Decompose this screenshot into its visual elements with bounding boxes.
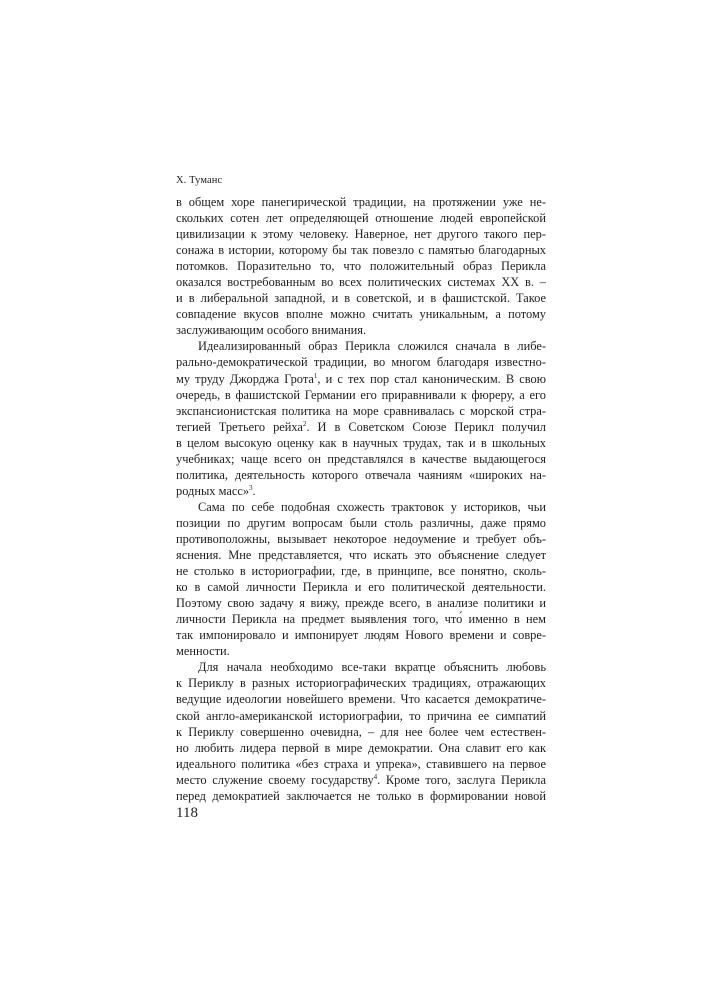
text-line xyxy=(176,724,546,740)
line-text: сонажа в истории, которому бы так повезло с памятью благодарных xyxy=(176,243,546,258)
text-line xyxy=(176,419,546,435)
text-line xyxy=(176,354,546,370)
line-text: родных масс» xyxy=(176,483,250,498)
text-line xyxy=(176,547,546,563)
text-line xyxy=(176,579,546,595)
line-text: ской англо-американской историографии, то причина ее симпатий xyxy=(176,708,546,723)
line-text: и в либеральной западной, и в советской, и в фашистской. Такое xyxy=(176,291,546,306)
line-text: место служение своему государству xyxy=(176,772,374,787)
line-text: политика, деятельность которого отвечала чаяниям «широких на- xyxy=(176,467,546,482)
line-text: учебниках; чаще всего он представлялся в качестве выдающегося xyxy=(176,451,546,466)
text-line xyxy=(176,338,546,354)
line-text: идеального политика «без страха и упрека», ставившего на первое xyxy=(176,756,546,771)
text-line xyxy=(176,274,546,290)
line-text: так импонировало и импонирует людям Нового времени и совре- xyxy=(176,628,546,643)
line-text: к Периклу совершенно очевидна, – для нее более чем естествен- xyxy=(176,724,546,739)
line-text: цивилизации к этому человеку. Наверное, нет другого такого пер- xyxy=(176,227,546,242)
line-text: экспансионистская политика на море сравнивалась с морской стра- xyxy=(176,403,546,418)
paragraph xyxy=(176,659,546,803)
text-line xyxy=(176,659,546,675)
line-text: . И в Советском Союзе Перикл получил xyxy=(306,419,546,434)
line-text: противоположны, вызывает некоторое недоумение и требует объ- xyxy=(176,531,546,546)
line-text: но любить лидера первой в мире демократии. Она славит его как xyxy=(176,740,546,755)
footnote-marker: 4 xyxy=(373,772,378,781)
text-line xyxy=(176,531,546,547)
line-text: Поэтому свою задачу я вижу, прежде всего, в анализе политики и xyxy=(176,596,546,611)
text-line xyxy=(176,306,546,322)
line-text: к Периклу в разных историографических традициях, отражающих xyxy=(176,676,546,691)
text-line xyxy=(176,403,546,419)
text-line xyxy=(176,322,546,338)
text-line xyxy=(176,435,546,451)
line-text: в общем хоре панегирической традиции, на протяжении уже не- xyxy=(176,195,546,209)
text-line xyxy=(176,467,546,483)
text-line xyxy=(176,499,546,515)
line-text: му труду Джорджа Грота xyxy=(176,371,314,386)
footnote-marker: 3 xyxy=(249,483,253,492)
line-text: скольких сотен лет определяющей отношение людей европейской xyxy=(176,211,546,226)
text-line xyxy=(176,643,546,659)
line-text: тегией Третьего рейха xyxy=(176,419,303,434)
paragraph xyxy=(176,338,546,498)
text-line xyxy=(176,708,546,724)
line-text: . xyxy=(252,483,256,498)
line-text: ко в самой личности Перикла и его политической деятельности. xyxy=(176,580,546,595)
text-line xyxy=(176,627,546,643)
text-line xyxy=(176,756,546,772)
footnote-marker: 2 xyxy=(302,419,307,428)
text-line xyxy=(176,371,546,387)
line-text: заслуживающим особого внимания. xyxy=(176,323,367,338)
text-line xyxy=(176,611,546,627)
text-line xyxy=(176,788,546,804)
body-text xyxy=(176,194,546,804)
text-line xyxy=(176,772,546,788)
line-text: , и с тех пор стал каноническим. В свою xyxy=(317,371,546,386)
text-line xyxy=(176,740,546,756)
line-text: потомков. Поразительно то, что положительный образ Перикла xyxy=(176,259,546,274)
text-line xyxy=(176,210,546,226)
text-line xyxy=(176,387,546,403)
text-line xyxy=(176,595,546,611)
line-text: менности. xyxy=(176,644,230,659)
paragraph xyxy=(176,194,546,338)
text-line xyxy=(176,675,546,691)
line-text: совпадение вкусов вполне можно считать уникальным, а потому xyxy=(176,307,546,322)
line-text: перед демократией заключается не только в формировании новой xyxy=(176,788,546,803)
running-header-author: Х. Туманс xyxy=(176,175,223,186)
page-number: 118 xyxy=(176,805,198,821)
line-text: рально-демократической традиции, во многом благодаря известно- xyxy=(176,355,546,370)
text-line xyxy=(176,563,546,579)
text-line xyxy=(176,691,546,707)
footnote-marker: 1 xyxy=(313,371,318,380)
text-line xyxy=(176,194,546,210)
text-line xyxy=(176,242,546,258)
text-line xyxy=(176,483,546,499)
line-text: позиции по другим вопросам были столь различны, даже прямо xyxy=(176,515,546,530)
text-line xyxy=(176,258,546,274)
line-text: . Кроме того, заслуга Перикла xyxy=(377,772,546,787)
text-line xyxy=(176,451,546,467)
line-text: Идеализированный образ Перикла сложился сначала в либе- xyxy=(198,339,546,354)
line-text: ведущие идеологии новейшего времени. Что касается демократиче- xyxy=(176,692,546,707)
line-text: очередь, в фашистской Германии его приравнивали к фюреру, а его xyxy=(176,387,546,402)
text-line xyxy=(176,226,546,242)
line-text: оказался востребованным во всех политических системах XX в. – xyxy=(176,275,546,290)
line-text: Для начала необходимо все-таки вкратце объяснить любовь xyxy=(198,660,546,675)
line-text: яснения. Мне представляется, что искать это объяснение следует xyxy=(176,548,546,563)
text-line xyxy=(176,515,546,531)
line-text: Сама по себе подобная схожесть трактовок у историков, чьи xyxy=(198,499,546,514)
line-text: в целом высокую оценку как в научных трудах, так и в школьных xyxy=(176,435,546,450)
text-line xyxy=(176,290,546,306)
line-text: личности Перикла на предмет выявления того, что́ именно в нем xyxy=(176,612,546,627)
paragraph xyxy=(176,499,546,659)
line-text: не столько в историографии, где, в принципе, все понятно, сколь- xyxy=(176,564,546,579)
